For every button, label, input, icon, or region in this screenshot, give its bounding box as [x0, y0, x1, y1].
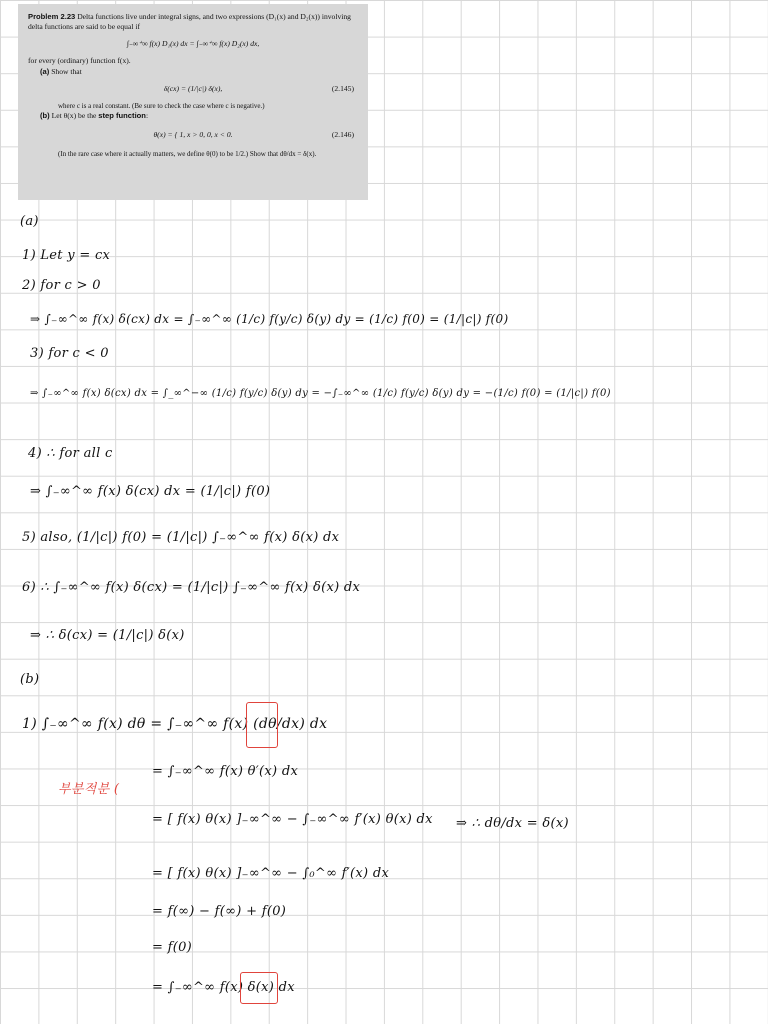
problem-intro-text: Delta functions live under integral signs, and two expressions (D₁(x) and D₂(x)) involving delta functions are said to be equal if	[28, 12, 351, 32]
step-b4: = [ f(x) θ(x) ]₋∞^∞ − ∫₀^∞ f′(x) dx	[152, 866, 390, 881]
part-b-conclusion: ⇒ ∴ dθ/dx = δ(x)	[456, 816, 569, 831]
equation-b-row	[28, 121, 358, 149]
step-a3: 3) for c < 0	[30, 346, 109, 361]
equation-b-number: (2.146)	[331, 130, 354, 140]
step-b1: 1) ∫₋∞^∞ f(x) dθ = ∫₋∞^∞ f(x) (dθ/dx) dx	[22, 716, 328, 732]
problem-every: for every (ordinary) function f(x).	[28, 56, 131, 66]
step-a4-equation: ⇒ ∫₋∞^∞ f(x) δ(cx) dx = (1/|c|) f(0)	[30, 484, 271, 499]
step-a2: 2) for c > 0	[22, 278, 101, 293]
equation-main: ∫₋∞⁺∞ f(x) D₁(x) dx = ∫₋∞⁺∞ f(x) D₂(x) dx,	[126, 39, 260, 49]
step-b6: = f(0)	[152, 940, 193, 955]
equation-main-row	[28, 32, 358, 56]
part-a-text: Show that	[51, 66, 82, 76]
part-a-label: (a)	[40, 66, 50, 76]
highlight-box-delta	[240, 972, 278, 1004]
part-b-note: (In the rare case where it actually matters, we define θ(0) to be 1/2.) Show that dθ/dx = δ(x).	[58, 150, 317, 159]
equation-a: δ(cx) = (1/|c|) δ(x),	[163, 83, 223, 93]
part-a-prompt	[28, 67, 358, 77]
equation-a-row	[28, 77, 358, 101]
equation-a-number: (2.145)	[331, 83, 354, 93]
step-a3-equation: ⇒ ∫₋∞^∞ f(x) δ(cx) dx = ∫_∞^−∞ (1/c) f(y/c) δ(y) dy = −∫₋∞^∞ (1/c) f(y/c) δ(y) dy = −(1/c) f(0) = (1/|c|) f(0)	[30, 388, 611, 399]
problem-intro	[28, 12, 358, 32]
step-b7: = ∫₋∞^∞ f(x) δ(x) dx	[152, 980, 295, 995]
part-b-heading: (b)	[20, 672, 40, 687]
part-b-text-pre: Let θ(x) be the	[51, 111, 97, 121]
part-b-text-post: :	[145, 111, 149, 121]
part-a-heading: (a)	[20, 214, 39, 229]
equation-b: θ(x) = { 1, x > 0, 0, x < 0.	[153, 130, 233, 140]
step-a6: 6) ∴ ∫₋∞^∞ f(x) δ(cx) = (1/|c|) ∫₋∞^∞ f(x) δ(x) dx	[22, 580, 361, 595]
step-a1: 1) Let y = cx	[22, 248, 111, 263]
part-b-label: (b)	[40, 111, 50, 121]
step-b5: = f(∞) − f(∞) + f(0)	[152, 904, 287, 919]
problem-title: Problem 2.23	[28, 12, 76, 21]
part-b-step-term: step function	[98, 111, 146, 121]
step-a2-equation: ⇒ ∫₋∞^∞ f(x) δ(cx) dx = ∫₋∞^∞ (1/c) f(y/c) δ(y) dy = (1/c) f(0) = (1/|c|) f(0)	[30, 312, 509, 326]
step-a7-result: ⇒ ∴ δ(cx) = (1/|c|) δ(x)	[30, 628, 185, 643]
step-a5: 5) also, (1/|c|) f(0) = (1/|c|) ∫₋∞^∞ f(x) δ(x) dx	[22, 530, 340, 545]
part-a-note: where c is a real constant. (Be sure to check the case where c is negative.)	[58, 101, 265, 110]
part-b-prompt	[28, 111, 358, 121]
step-b2: = ∫₋∞^∞ f(x) θ′(x) dx	[152, 764, 299, 779]
highlight-box-dtheta	[246, 702, 278, 748]
problem-box	[18, 4, 368, 200]
integration-by-parts-note: 부분적분 (	[58, 782, 120, 797]
step-a4: 4) ∴ for all c	[28, 446, 113, 461]
step-b3: = [ f(x) θ(x) ]₋∞^∞ − ∫₋∞^∞ f′(x) θ(x) dx	[152, 812, 433, 827]
